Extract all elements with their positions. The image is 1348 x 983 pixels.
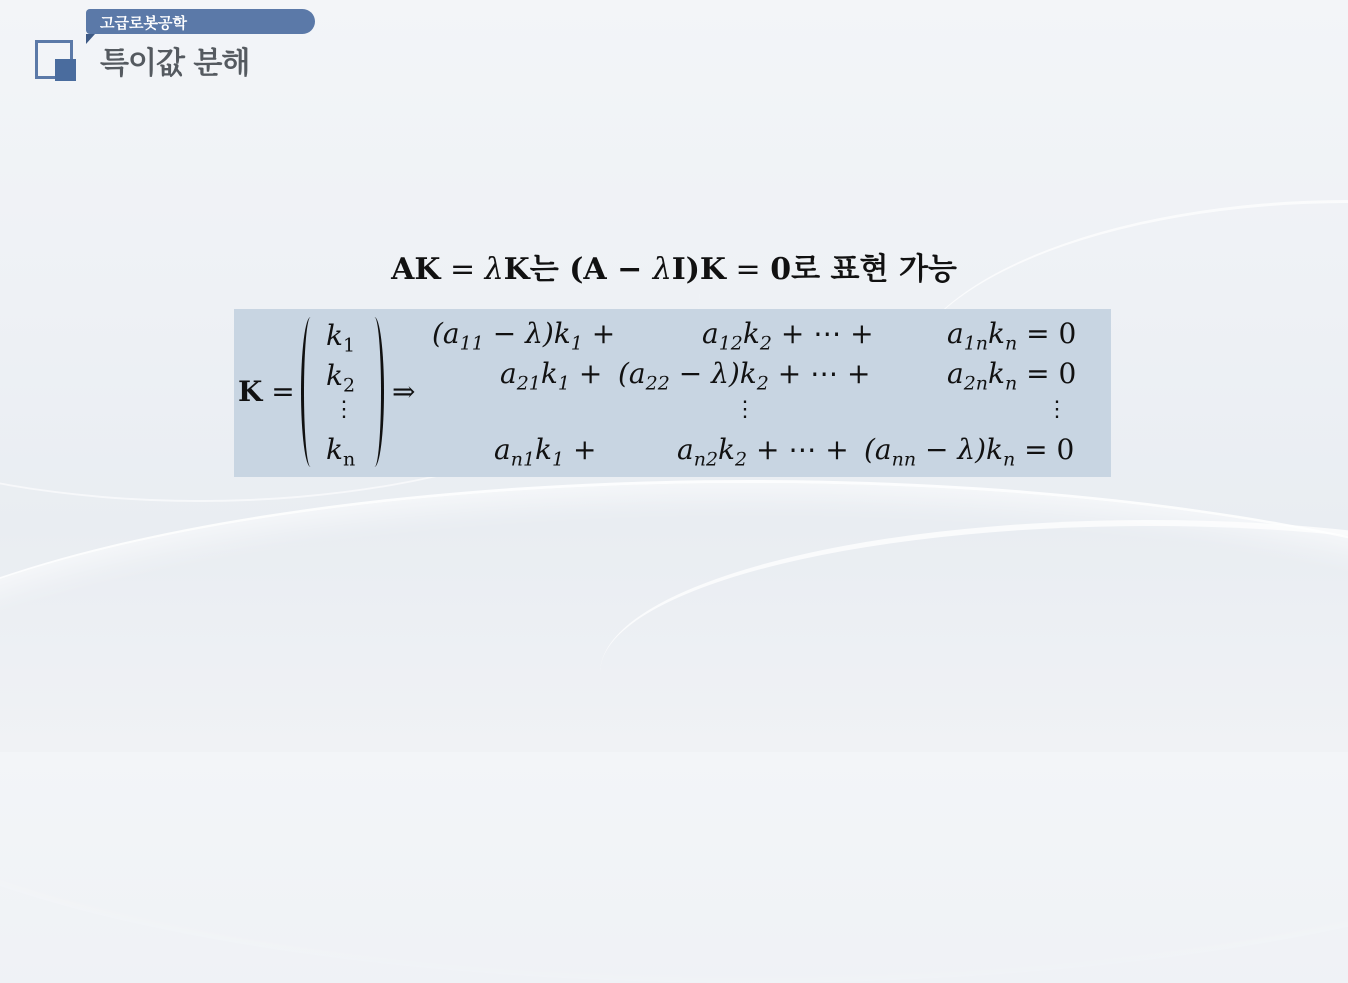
stmt-middle: (A − [569,252,653,287]
page-title: 특이값 분해 [100,46,250,81]
equation-row-1-term-3: $a_{1n}k_n = 0$ [947,317,1077,355]
equation-row-2-term-3: $a_{2n}k_n = 0$ [947,357,1077,395]
equation-row-3-term-1: $a_{n1}k_1$ + [494,433,597,471]
vector-vdots: ⋮ [333,397,355,422]
stmt-lambda: λ [484,252,504,287]
equation-row-3-term-2: $a_{n2}k_2$ + ⋯ + [677,433,849,471]
equation-row-2-term-1: $a_{21}k_1$ + [500,357,603,395]
equation-row-2-term-2: $(a_{22} - \lambda)k_2$ + ⋯ + [618,357,871,395]
background-swoosh [0,480,1348,983]
left-paren [301,317,320,467]
vector-entry: $k_n$ [326,433,356,471]
equation-panel [234,309,1111,477]
column-vdots: ⋮ [1046,397,1068,422]
stmt-lhs: AK [391,252,441,287]
right-paren [365,317,384,467]
statement-line [0,244,1348,288]
stmt-suffix: 로 표현 가능 [791,252,957,287]
stmt-zero: 0 [770,252,792,287]
column-vdots: ⋮ [734,397,756,422]
stmt-eq2: = [726,252,771,287]
equation-row-1-term-2: $a_{12}k_2$ + ⋯ + [702,317,874,355]
logo-square-filled [55,59,76,81]
course-label: 고급로봇공학 [100,14,187,32]
stmt-tail: I)K [671,252,727,287]
implies-arrow: ⇒ [392,375,416,408]
equation-row-3-term-3: $(a_{nn} - \lambda)k_n = 0$ [864,433,1075,471]
background-swoosh [600,520,1348,826]
stmt-particle: 는 [529,252,570,287]
vector-entry: $k_1$ [326,319,356,357]
stmt-eq1: = [440,252,485,287]
vector-entry: $k_2$ [326,359,356,397]
stmt-lambda2: λ [652,252,672,287]
course-tab [86,9,315,34]
equation-row-1-term-1: $(a_{11} - \lambda)k_1$ + [432,317,616,355]
k-vector-label: K = [238,375,295,408]
stmt-k: K [503,252,530,287]
